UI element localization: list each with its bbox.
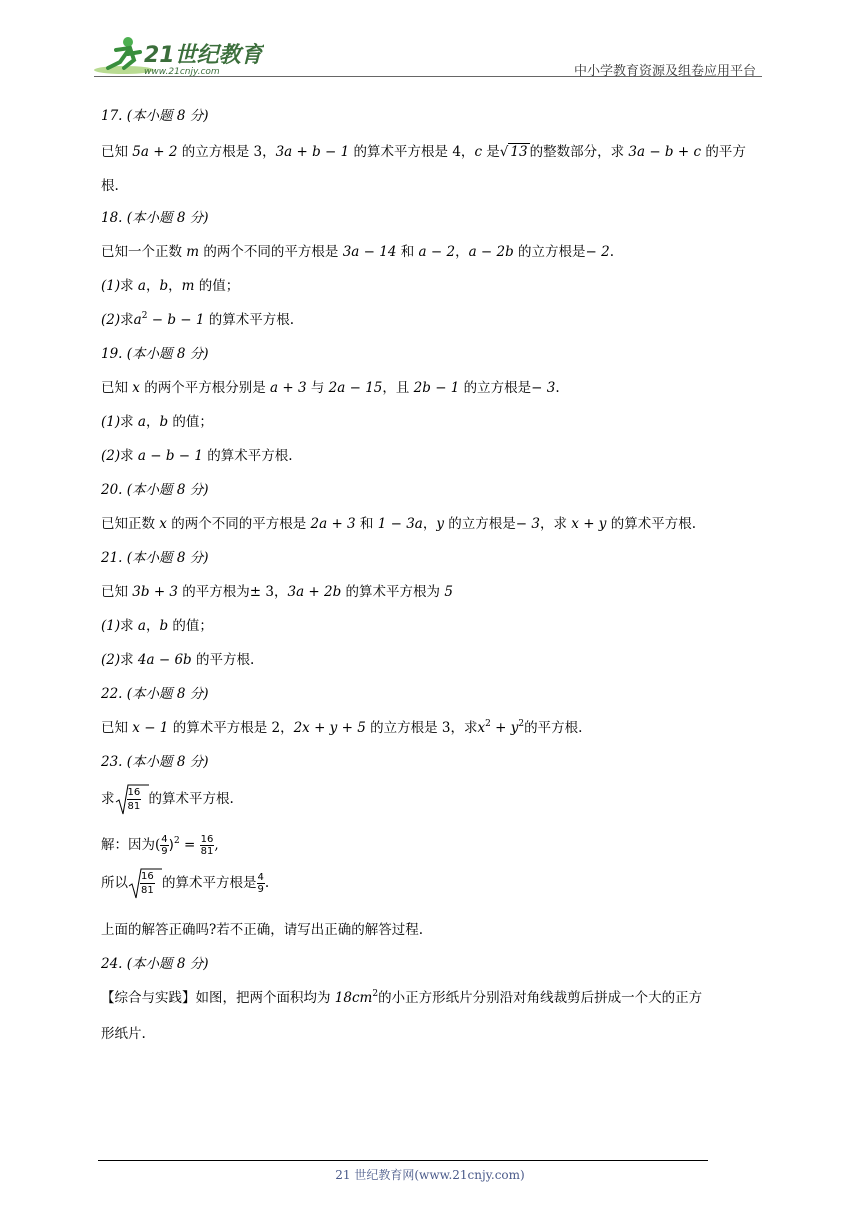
question-18-part-2: (2)求$a^2 - b - 1$ 的算术平方根. — [101, 311, 295, 328]
sqrt-16-81-b: $\frac{16}{81}$ — [128, 868, 162, 900]
logo-graphic — [94, 34, 264, 78]
question-19-part-1: (1)求 a，b 的值； — [101, 414, 213, 430]
question-23-solution-step-1: 解：因为( $\frac{4}{9}$ )$^2$ = $\frac{16}{81}$ , — [101, 834, 219, 857]
question-23-solution-step-2: 所以 $\frac{16}{81}$ 的算术平方根是 $\frac{4}{9}$ . — [101, 866, 269, 900]
question-22-heading: 22. (本小题 8 分) — [101, 686, 209, 702]
question-19-heading: 19. (本小题 8 分) — [101, 346, 209, 362]
question-21-heading: 21. (本小题 8 分) — [101, 550, 209, 566]
svg-text:www.21cnjy.com: www.21cnjy.com — [144, 67, 220, 77]
question-18-text: 已知一个正数 m 的两个不同的平方根是 3a − 14 和 a − 2，a − 2b 的立方根是− 2. — [101, 244, 615, 260]
svg-text:21世纪教育: 21世纪教育 — [144, 43, 263, 68]
question-19-text: 已知 x 的两个平方根分别是 a + 3 与 2a − 15，且 2b − 1 的立方根是− 3. — [101, 380, 560, 396]
question-21-part-1: (1)求 a，b 的值； — [101, 618, 213, 634]
question-20-heading: 20. (本小题 8 分) — [101, 482, 209, 498]
question-17-text: 已知 5a + 2 的立方根是 3，3a + b − 1 的算术平方根是 4，c 是√ 13 的整数部分，求 3a − b + c 的平方 — [101, 144, 746, 160]
header-platform-name: 中小学教育资源及组卷应用平台 — [573, 64, 756, 79]
question-24-text-cont: 形纸片. — [101, 1026, 146, 1042]
question-19-part-2: (2)求 a − b − 1 的算术平方根. — [101, 448, 293, 464]
question-23-text: 求 $\frac{16}{81}$ 的算术平方根. — [101, 782, 234, 816]
question-21-text: 已知 3b + 3 的平方根为± 3，3a + 2b 的算术平方根为 5 — [101, 584, 453, 600]
question-17-text-cont: 根. — [101, 178, 119, 194]
question-23-heading: 23. (本小题 8 分) — [101, 754, 209, 770]
question-21-part-2: (2)求 4a − 6b 的平方根. — [101, 652, 255, 668]
sqrt-13: √ 13 — [499, 144, 528, 160]
footer-divider — [98, 1160, 708, 1161]
header-divider — [94, 76, 762, 77]
question-18-heading: 18. (本小题 8 分) — [101, 210, 209, 226]
question-18-part-1: (1)求 a，b，m 的值； — [101, 278, 240, 294]
question-20-text: 已知正数 x 的两个不同的平方根是 2a + 3 和 1 − 3a，y 的立方根是− 3，求 x + y 的算术平方根. — [101, 516, 697, 532]
sqrt-16-81: $\frac{16}{81}$ — [115, 784, 149, 816]
question-24-heading: 24. (本小题 8 分) — [101, 956, 209, 972]
question-23-prompt: 上面的解答正确吗?若不正确，请写出正确的解答过程. — [101, 922, 424, 938]
question-17-heading: 17. (本小题 8 分) — [101, 108, 209, 124]
site-logo — [94, 34, 264, 78]
page-header — [94, 30, 760, 80]
question-22-text: 已知 x − 1 的算术平方根是 2，2x + y + 5 的立方根是 3，求$x^2 + y^2$的平方根. — [101, 719, 583, 736]
page-footer: 21 世纪教育网(www.21cnjy.com) — [335, 1168, 525, 1182]
question-24-text: 【综合与实践】如图，把两个面积均为 $18cm^2$的小正方形纸片分别沿对角线裁剪后拼成一个大的正方 — [101, 989, 703, 1006]
